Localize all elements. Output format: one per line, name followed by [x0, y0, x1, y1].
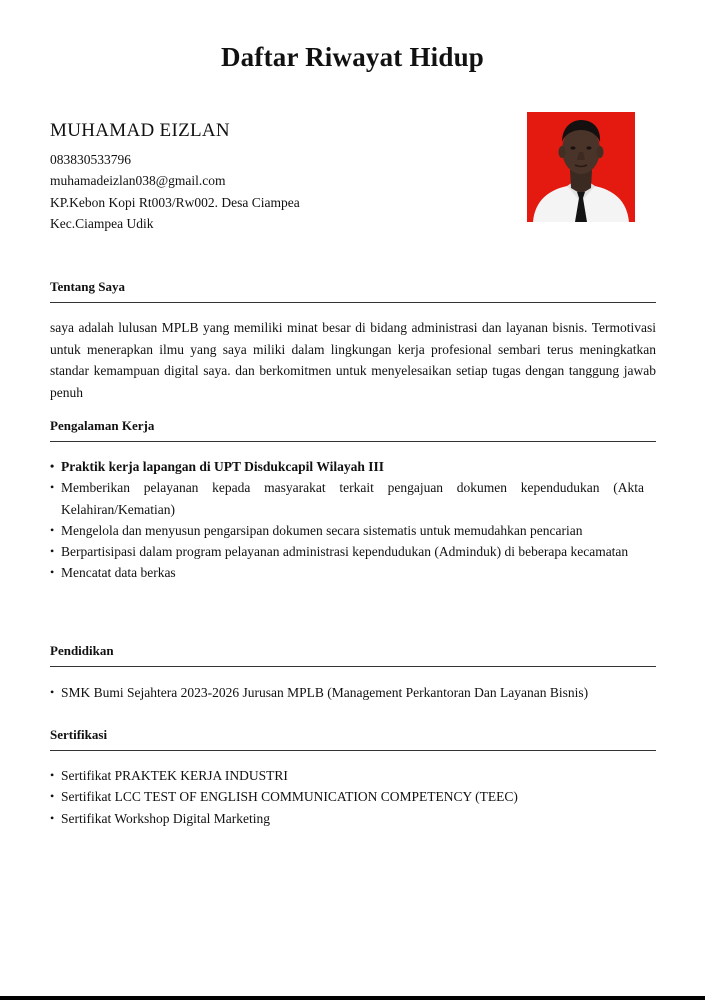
- about-text: saya adalah lulusan MPLB yang memiliki minat besar di bidang administrasi dan layanan bisnis. Termotivasi untuk menerapkan ilmu yang saya miliki dalam lingkungan kerja profesional sembari terus meningkatkan standar kemampuan digital saya. dan berkomitmen untuk menyelesaikan setiap tugas dengan tanggung jawab penuh: [50, 320, 656, 400]
- certification-item-text: Sertifikat PRAKTEK KERJA INDUSTRI: [61, 768, 288, 783]
- bullet-icon: •: [50, 768, 55, 782]
- education-heading: Pendidikan: [50, 643, 114, 658]
- email-address: muhamadeizlan038@gmail.com: [50, 173, 226, 188]
- certification-item-text: Sertifikat Workshop Digital Marketing: [61, 810, 271, 826]
- address-line-1: KP.Kebon Kopi Rt003/Rw002. Desa Ciampea: [50, 195, 300, 210]
- list-item: [50, 786, 644, 807]
- education-item-text: SMK Bumi Sejahtera 2023-2026 Jurusan MPLB (Management Perkantoran Dan Layanan Bisnis): [61, 685, 589, 700]
- full-name: MUHAMAD EIZLAN: [50, 120, 230, 141]
- education-list: [50, 682, 656, 703]
- certification-item-text: Sertifikat LCC TEST OF ENGLISH COMMUNICATION COMPETENCY (TEEC): [61, 789, 518, 805]
- bullet-icon: •: [50, 459, 55, 473]
- list-item: [50, 477, 644, 520]
- page-bottom-border: [0, 996, 705, 1000]
- list-item: [50, 808, 644, 829]
- bullet-icon: •: [50, 810, 55, 825]
- experience-heading: Pengalaman Kerja: [50, 418, 155, 433]
- experience-list: [50, 456, 644, 584]
- education-divider: [50, 666, 656, 667]
- list-item: [50, 682, 656, 703]
- certification-list: [50, 765, 644, 829]
- experience-divider: [50, 441, 656, 442]
- bullet-icon: •: [50, 544, 55, 559]
- list-item: [50, 562, 644, 583]
- experience-item-text: Mencatat data berkas: [61, 565, 176, 581]
- about-heading: Tentang Saya: [50, 279, 126, 294]
- bullet-icon: •: [50, 480, 55, 495]
- about-divider: [50, 302, 656, 303]
- list-item: [50, 456, 644, 477]
- bullet-icon: •: [50, 565, 55, 580]
- bullet-icon: •: [50, 685, 55, 699]
- address-line-2: Kec.Ciampea Udik: [50, 216, 154, 231]
- experience-item-text: Memberikan pelayanan kepada masyarakat terkait pengajuan dokumen kependudukan (Akta Kelahiran/Kematian): [61, 480, 644, 517]
- experience-item-text: Mengelola dan menyusun pengarsipan dokumen secara sistematis untuk memudahkan pencarian: [61, 522, 583, 538]
- profile-photo: [527, 112, 635, 222]
- list-item: [50, 520, 644, 541]
- certification-divider: [50, 750, 656, 751]
- document-title: Daftar Riwayat Hidup: [220, 42, 485, 72]
- bullet-icon: •: [50, 522, 55, 537]
- list-item: [50, 541, 644, 562]
- bullet-icon: •: [50, 789, 55, 804]
- certification-heading: Sertifikasi: [50, 727, 108, 742]
- experience-item-text: Praktik kerja lapangan di UPT Disdukcapil Wilayah III: [61, 459, 384, 474]
- experience-item-text: Berpartisipasi dalam program pelayanan administrasi kependudukan (Adminduk) di beberapa kecamatan: [61, 544, 629, 560]
- list-item: [50, 765, 644, 786]
- phone-number: 083830533796: [50, 152, 131, 167]
